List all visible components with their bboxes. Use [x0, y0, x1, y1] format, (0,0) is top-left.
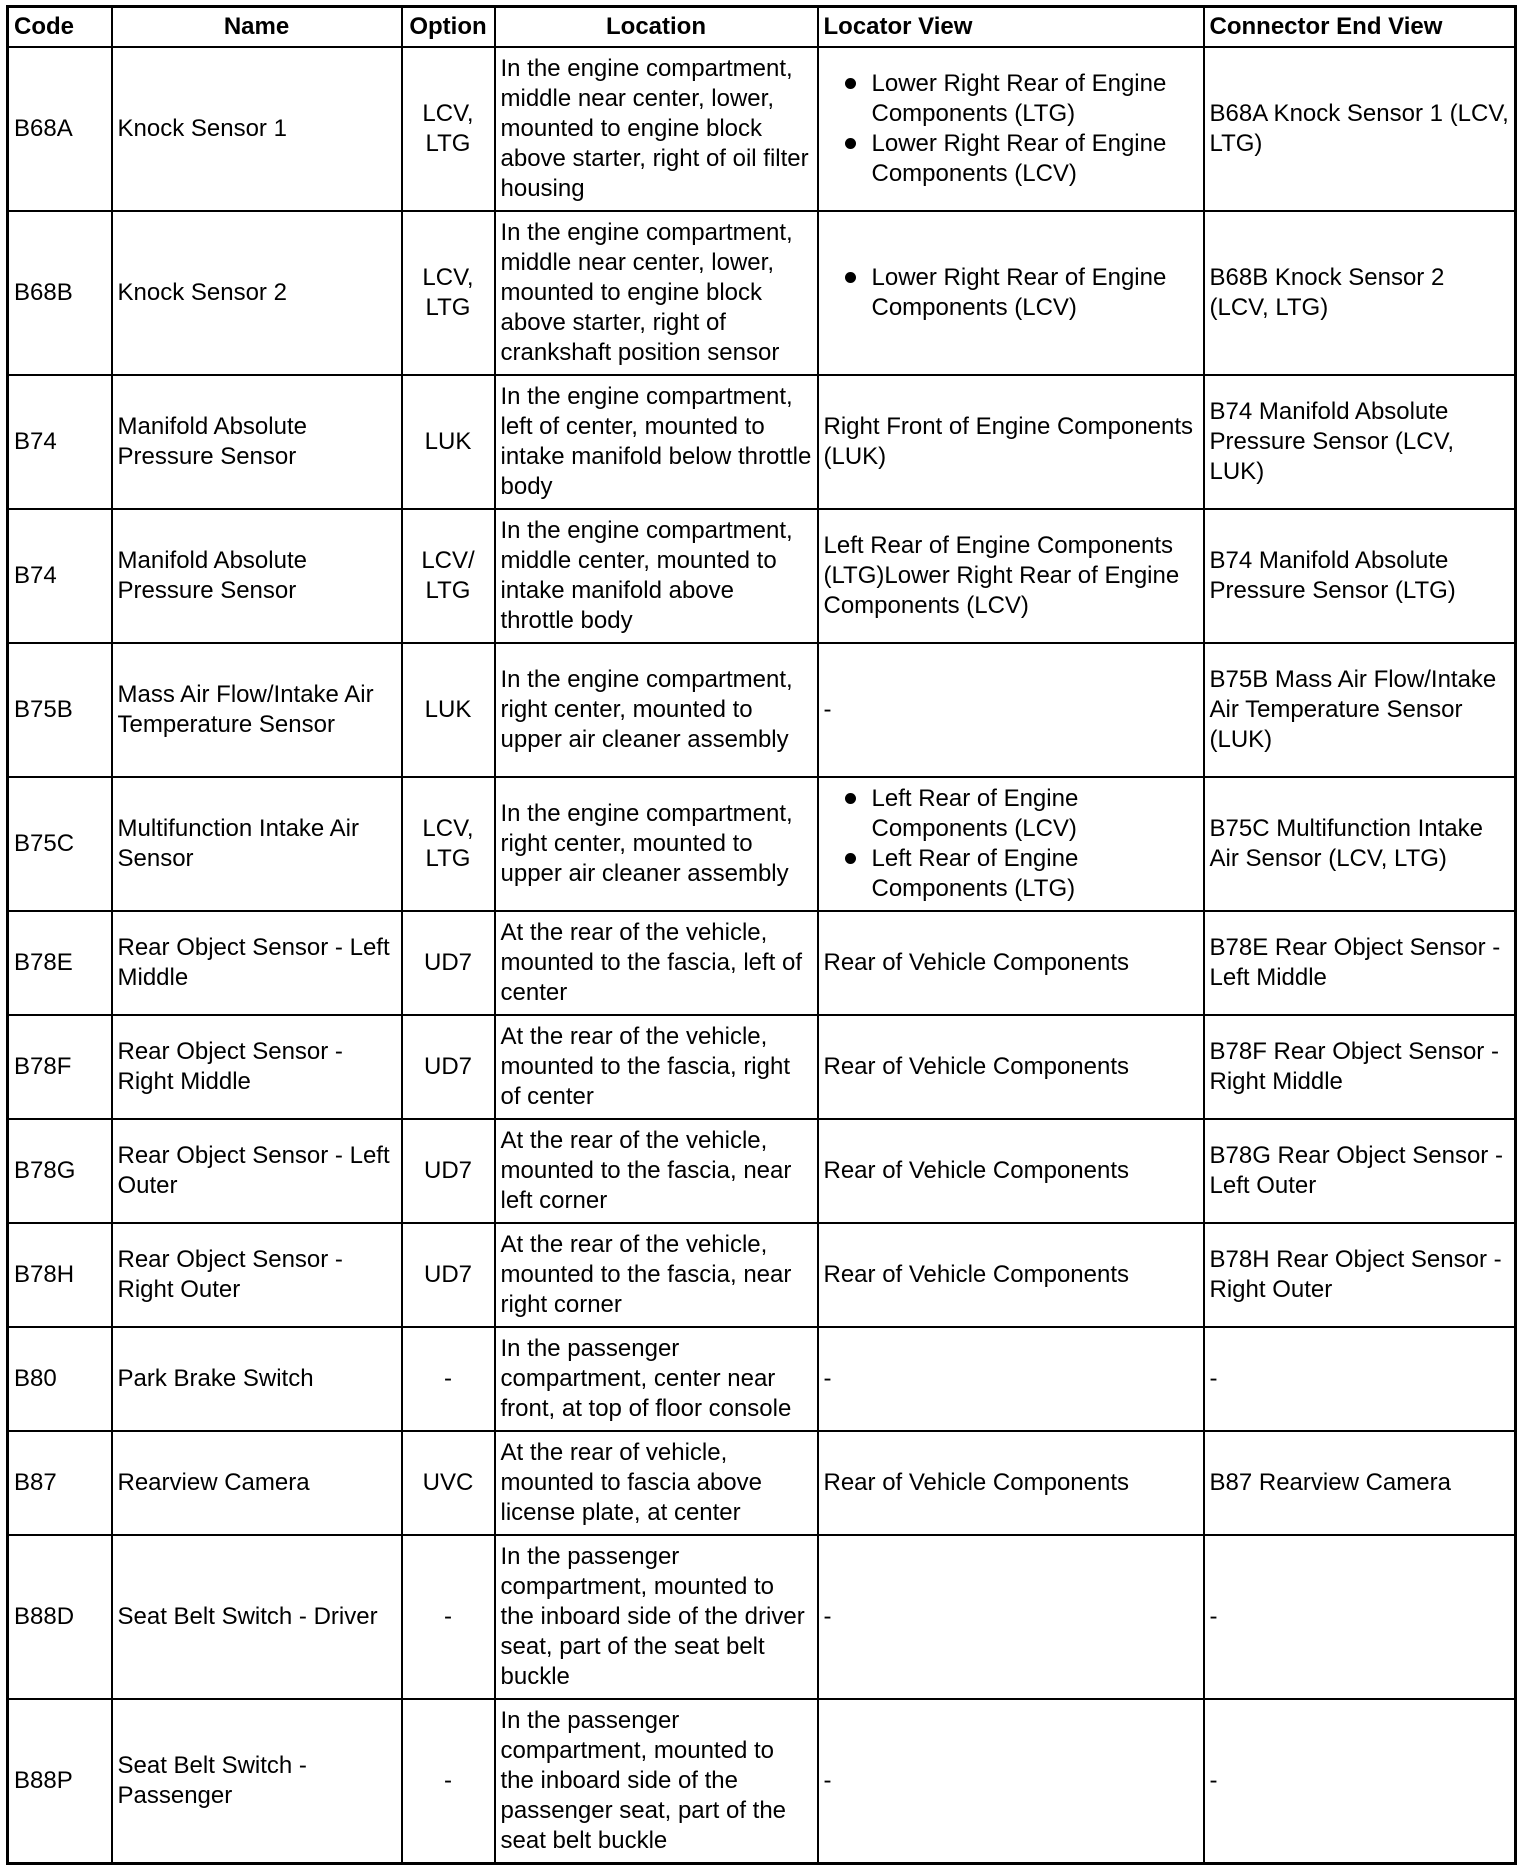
table-row: [8, 1119, 1516, 1223]
connector-end-view-cell: B75B Mass Air Flow/Intake Air Temperature Sensor (LUK): [1204, 643, 1516, 777]
locator-view-cell: Rear of Vehicle Components: [818, 911, 1204, 1015]
location-cell: At the rear of the vehicle, mounted to the fascia, near left corner: [495, 1119, 818, 1223]
table-row: [8, 1015, 1516, 1119]
name-cell: Seat Belt Switch - Passenger: [112, 1699, 402, 1863]
location-cell: At the rear of the vehicle, mounted to the fascia, near right corner: [495, 1223, 818, 1327]
option-cell: -: [402, 1535, 495, 1699]
locator-view-cell: [818, 211, 1204, 375]
name-cell: Rearview Camera: [112, 1431, 402, 1535]
connector-end-view-cell: -: [1204, 1699, 1516, 1863]
connector-end-view-cell: B78H Rear Object Sensor - Right Outer: [1204, 1223, 1516, 1327]
table-row: [8, 1223, 1516, 1327]
code-cell: B78H: [8, 1223, 112, 1327]
location-cell: At the rear of the vehicle, mounted to the fascia, left of center: [495, 911, 818, 1015]
locator-view-cell: Left Rear of Engine Components (LTG)Lower Right Rear of Engine Components (LCV): [818, 509, 1204, 643]
option-cell: LCV, LTG: [402, 211, 495, 375]
connector-end-view-cell: B78G Rear Object Sensor - Left Outer: [1204, 1119, 1516, 1223]
option-cell: UVC: [402, 1431, 495, 1535]
location-cell: At the rear of the vehicle, mounted to the fascia, right of center: [495, 1015, 818, 1119]
location-cell: At the rear of vehicle, mounted to fascia above license plate, at center: [495, 1431, 818, 1535]
locator-view-cell: -: [818, 1327, 1204, 1431]
locator-view-list: [824, 784, 1198, 904]
component-locator-table: [6, 5, 1517, 1865]
code-cell: B78G: [8, 1119, 112, 1223]
location-cell: In the engine compartment, middle center, mounted to intake manifold above throttle body: [495, 509, 818, 643]
connector-end-view-cell: B68B Knock Sensor 2 (LCV, LTG): [1204, 211, 1516, 375]
locator-view-list: [824, 69, 1198, 189]
connector-end-view-cell: B74 Manifold Absolute Pressure Sensor (LTG): [1204, 509, 1516, 643]
locator-view-item: Lower Right Rear of Engine Components (LCV): [824, 129, 1198, 189]
code-cell: B68A: [8, 47, 112, 211]
location-cell: In the passenger compartment, mounted to the inboard side of the driver seat, part of the seat belt buckle: [495, 1535, 818, 1699]
code-cell: B87: [8, 1431, 112, 1535]
option-cell: LUK: [402, 643, 495, 777]
locator-view-cell: Rear of Vehicle Components: [818, 1223, 1204, 1327]
locator-view-cell: Right Front of Engine Components (LUK): [818, 375, 1204, 509]
locator-view-cell: Rear of Vehicle Components: [818, 1431, 1204, 1535]
table-row: [8, 211, 1516, 375]
locator-view-list: [824, 263, 1198, 323]
table-row: [8, 1699, 1516, 1863]
connector-end-view-cell: -: [1204, 1535, 1516, 1699]
name-cell: Rear Object Sensor - Right Outer: [112, 1223, 402, 1327]
locator-view-item: Left Rear of Engine Components (LTG): [824, 844, 1198, 904]
locator-view-item: Lower Right Rear of Engine Components (LCV): [824, 263, 1198, 323]
code-cell: B74: [8, 509, 112, 643]
locator-view-cell: [818, 47, 1204, 211]
name-cell: Park Brake Switch: [112, 1327, 402, 1431]
location-cell: In the engine compartment, middle near center, lower, mounted to engine block above starter, right of crankshaft position sensor: [495, 211, 818, 375]
option-cell: UD7: [402, 1119, 495, 1223]
locator-view-cell: -: [818, 1699, 1204, 1863]
name-cell: Manifold Absolute Pressure Sensor: [112, 375, 402, 509]
header-row: [8, 7, 1516, 48]
table-row: [8, 1431, 1516, 1535]
code-cell: B80: [8, 1327, 112, 1431]
locator-view-cell: Rear of Vehicle Components: [818, 1119, 1204, 1223]
name-cell: Rear Object Sensor - Left Middle: [112, 911, 402, 1015]
connector-end-view-cell: -: [1204, 1327, 1516, 1431]
location-cell: In the engine compartment, left of center, mounted to intake manifold below throttle body: [495, 375, 818, 509]
name-cell: Rear Object Sensor - Left Outer: [112, 1119, 402, 1223]
table-row: [8, 911, 1516, 1015]
name-cell: Seat Belt Switch - Driver: [112, 1535, 402, 1699]
name-cell: Knock Sensor 2: [112, 211, 402, 375]
locator-view-item: Left Rear of Engine Components (LCV): [824, 784, 1198, 844]
location-cell: In the passenger compartment, center near front, at top of floor console: [495, 1327, 818, 1431]
header-locator-view: Locator View: [818, 7, 1204, 48]
header-connector-end-view: Connector End View: [1204, 7, 1516, 48]
table-row: [8, 777, 1516, 911]
code-cell: B78F: [8, 1015, 112, 1119]
code-cell: B68B: [8, 211, 112, 375]
name-cell: Rear Object Sensor - Right Middle: [112, 1015, 402, 1119]
connector-end-view-cell: B68A Knock Sensor 1 (LCV, LTG): [1204, 47, 1516, 211]
locator-view-cell: -: [818, 1535, 1204, 1699]
header-location: Location: [495, 7, 818, 48]
table-row: [8, 643, 1516, 777]
locator-view-cell: -: [818, 643, 1204, 777]
option-cell: UD7: [402, 1015, 495, 1119]
option-cell: UD7: [402, 1223, 495, 1327]
code-cell: B75B: [8, 643, 112, 777]
location-cell: In the engine compartment, right center, mounted to upper air cleaner assembly: [495, 643, 818, 777]
code-cell: B88P: [8, 1699, 112, 1863]
connector-end-view-cell: B78F Rear Object Sensor - Right Middle: [1204, 1015, 1516, 1119]
connector-end-view-cell: B75C Multifunction Intake Air Sensor (LCV, LTG): [1204, 777, 1516, 911]
code-cell: B88D: [8, 1535, 112, 1699]
table-row: [8, 509, 1516, 643]
locator-view-cell: [818, 777, 1204, 911]
option-cell: LCV, LTG: [402, 47, 495, 211]
option-cell: UD7: [402, 911, 495, 1015]
connector-end-view-cell: B87 Rearview Camera: [1204, 1431, 1516, 1535]
header-name: Name: [112, 7, 402, 48]
connector-end-view-cell: B74 Manifold Absolute Pressure Sensor (LCV, LUK): [1204, 375, 1516, 509]
location-cell: In the engine compartment, middle near center, lower, mounted to engine block above starter, right of oil filter housing: [495, 47, 818, 211]
option-cell: -: [402, 1699, 495, 1863]
code-cell: B78E: [8, 911, 112, 1015]
location-cell: In the engine compartment, right center, mounted to upper air cleaner assembly: [495, 777, 818, 911]
header-code: Code: [8, 7, 112, 48]
option-cell: LCV, LTG: [402, 777, 495, 911]
locator-view-item: Lower Right Rear of Engine Components (LTG): [824, 69, 1198, 129]
table-row: [8, 47, 1516, 211]
option-cell: -: [402, 1327, 495, 1431]
locator-view-cell: Rear of Vehicle Components: [818, 1015, 1204, 1119]
name-cell: Mass Air Flow/Intake Air Temperature Sensor: [112, 643, 402, 777]
name-cell: Multifunction Intake Air Sensor: [112, 777, 402, 911]
table-row: [8, 1327, 1516, 1431]
connector-end-view-cell: B78E Rear Object Sensor - Left Middle: [1204, 911, 1516, 1015]
code-cell: B74: [8, 375, 112, 509]
option-cell: LCV/ LTG: [402, 509, 495, 643]
code-cell: B75C: [8, 777, 112, 911]
location-cell: In the passenger compartment, mounted to the inboard side of the passenger seat, part of the seat belt buckle: [495, 1699, 818, 1863]
name-cell: Manifold Absolute Pressure Sensor: [112, 509, 402, 643]
table-row: [8, 375, 1516, 509]
table-row: [8, 1535, 1516, 1699]
header-option: Option: [402, 7, 495, 48]
option-cell: LUK: [402, 375, 495, 509]
name-cell: Knock Sensor 1: [112, 47, 402, 211]
